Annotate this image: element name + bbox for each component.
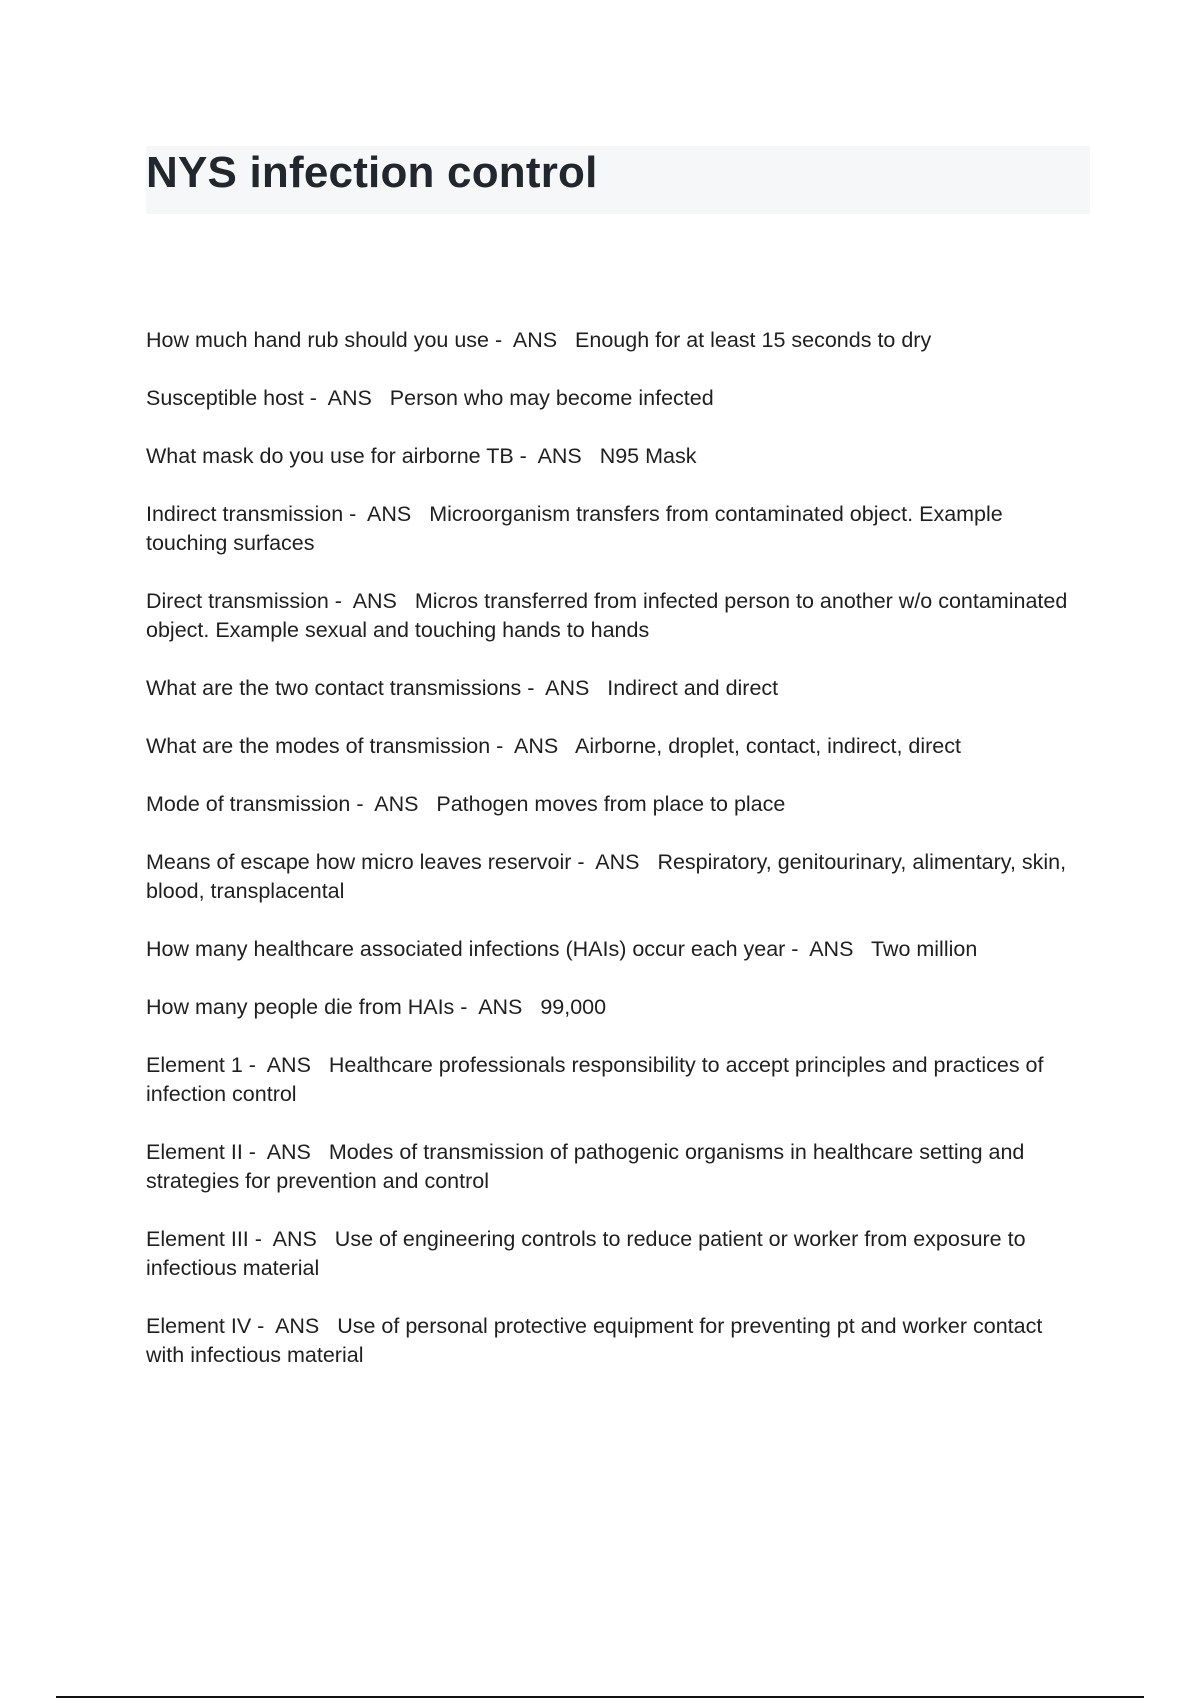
question-text: Element II — [146, 1140, 243, 1164]
answer-separator: - ANS — [251, 1314, 338, 1338]
question-text: How much hand rub should you use — [146, 328, 490, 352]
question-text: What are the two contact transmissions — [146, 676, 522, 700]
answer-separator: - ANS — [242, 1053, 329, 1077]
question-text: Element IV — [146, 1314, 252, 1338]
answer-separator: - ANS — [490, 734, 575, 758]
question-text: Means of escape how micro leaves reservoir — [146, 850, 572, 874]
question-text: Susceptible host — [146, 386, 304, 410]
question-text: What mask do you use for airborne TB — [146, 444, 514, 468]
answer-separator: - ANS — [513, 444, 600, 468]
qa-list — [146, 326, 1086, 1399]
question-text: Element III — [146, 1227, 249, 1251]
answer-separator: - ANS — [489, 328, 576, 352]
answer-text: Use of engineering controls to reduce patient or worker from exposure to infectious material — [146, 1227, 1026, 1280]
list-item — [146, 1051, 1086, 1109]
footer-rule — [56, 1696, 1144, 1698]
answer-text: Respiratory, genitourinary, alimentary, skin, blood, transplacental — [146, 850, 1067, 903]
list-item — [146, 326, 1086, 355]
answer-text: N95 Mask — [599, 444, 697, 468]
question-text: How many people die from HAIs — [146, 995, 455, 1019]
answer-text: Healthcare professionals responsibility to accept principles and practices of infection control — [146, 1053, 1044, 1106]
answer-separator: - ANS — [785, 937, 871, 961]
list-item — [146, 442, 1086, 471]
answer-text: Pathogen moves from place to place — [436, 792, 786, 816]
answer-text: Use of personal protective equipment for preventing pt and worker contact with infectious material — [146, 1314, 1043, 1367]
answer-separator: - ANS — [242, 1140, 329, 1164]
question-text: Mode of transmission — [146, 792, 351, 816]
list-item — [146, 1312, 1086, 1370]
answer-separator: - ANS — [303, 386, 390, 410]
answer-text: Micros transferred from infected person to another w/o contaminated object. Example sexual and touching hands to hands — [146, 589, 1068, 642]
answer-text: Microorganism transfers from contaminated object. Example touching surfaces — [146, 502, 1003, 555]
answer-separator: - ANS — [350, 792, 437, 816]
question-text: Direct transmission — [146, 589, 329, 613]
answer-separator: - ANS — [343, 502, 430, 526]
list-item — [146, 674, 1086, 703]
list-item — [146, 848, 1086, 906]
question-text: Element 1 — [146, 1053, 243, 1077]
list-item — [146, 500, 1086, 558]
list-item — [146, 587, 1086, 645]
list-item — [146, 384, 1086, 413]
answer-separator: - ANS — [454, 995, 541, 1019]
answer-separator: - ANS — [571, 850, 658, 874]
question-text: How many healthcare associated infections (HAIs) occur each year — [146, 937, 786, 961]
answer-separator: - ANS — [248, 1227, 335, 1251]
list-item — [146, 935, 1086, 964]
question-text: Indirect transmission — [146, 502, 344, 526]
list-item — [146, 1225, 1086, 1283]
list-item — [146, 1138, 1086, 1196]
list-item — [146, 993, 1086, 1022]
answer-separator: - ANS — [328, 589, 415, 613]
answer-text: Modes of transmission of pathogenic organisms in healthcare setting and strategies for prevention and control — [146, 1140, 1025, 1193]
answer-text: Person who may become infected — [389, 386, 714, 410]
answer-text: Indirect and direct — [607, 676, 779, 700]
list-item — [146, 790, 1086, 819]
list-item — [146, 732, 1086, 761]
answer-text: Airborne, droplet, contact, indirect, direct — [575, 734, 961, 758]
answer-text: 99,000 — [540, 995, 607, 1019]
answer-text: Enough for at least 15 seconds to dry — [575, 328, 932, 352]
page-title: NYS infection control — [146, 148, 598, 197]
question-text: What are the modes of transmission — [146, 734, 491, 758]
answer-separator: - ANS — [521, 676, 608, 700]
answer-text: Two million — [870, 937, 978, 961]
